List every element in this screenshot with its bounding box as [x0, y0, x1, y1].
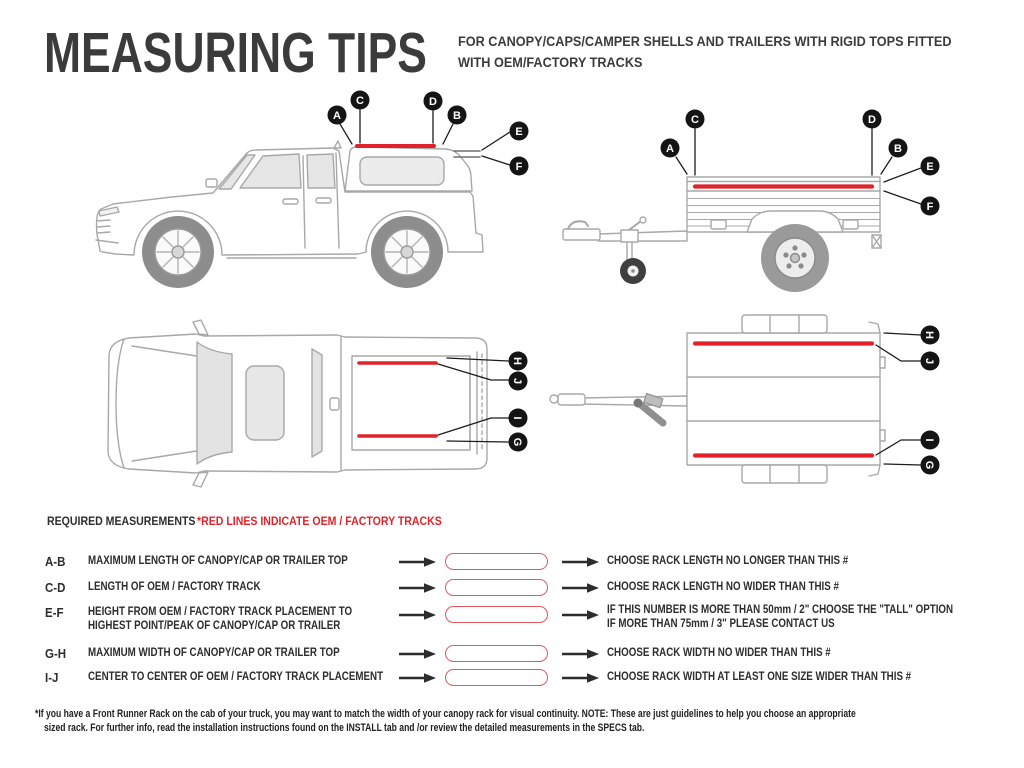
row-ef-id: E-F [45, 606, 64, 620]
measure-label-e [510, 122, 529, 141]
arrow-right-icon [398, 609, 436, 621]
box-latch-right [843, 220, 858, 229]
label-letter: H [511, 357, 523, 365]
row-cd-measurement-field [445, 579, 548, 596]
rear-door-handle [316, 198, 331, 203]
side-tab-upper [880, 357, 885, 368]
windshield-top [197, 342, 232, 464]
measure-label-c [351, 91, 370, 110]
label-letter: A [333, 110, 341, 122]
row-ij-id: I-J [45, 671, 59, 685]
label-letter: J [923, 357, 935, 365]
row-ab-description: MAXIMUM LENGTH OF CANOPY/CAP OR TRAILER TOP [88, 555, 348, 567]
label-letter: D [868, 114, 876, 126]
label-letter: J [511, 377, 523, 385]
hitch-coupler-top [558, 394, 585, 405]
side-tab-lower [880, 430, 885, 441]
arrow-right-icon [398, 672, 436, 684]
measure-label-a [661, 139, 680, 158]
label-letter: A [666, 143, 674, 155]
roof-antenna [334, 141, 341, 148]
truck-side-diagram [96, 91, 529, 289]
label-letter: D [429, 96, 437, 108]
measure-label-d [424, 92, 443, 111]
measure-label-d [863, 110, 882, 129]
measure-label-b [448, 106, 467, 125]
label-letter: B [894, 143, 902, 155]
arrow-right-icon [398, 556, 436, 568]
measure-label-a [328, 106, 347, 125]
label-letter: I [511, 416, 523, 420]
row-ef-description-line1: HEIGHT FROM OEM / FACTORY TRACK PLACEMENT TO [88, 606, 353, 618]
label-letter: H [923, 331, 935, 339]
row-gh-measurement-field [445, 645, 548, 662]
footnote-line-1: *If you have a Front Runner Rack on the cab of your truck, you may want to match the width of your canopy rack for visual continuity. NOTE: These are just guidelines to help you choose an appropriate [35, 708, 856, 720]
label-letter: G [511, 437, 523, 447]
required-measurements-heading: REQUIRED MEASUREMENTS [47, 514, 196, 528]
label-leader-lines [876, 333, 921, 465]
label-letter: C [691, 114, 699, 126]
label-letter: F [515, 161, 523, 173]
label-letter: G [923, 460, 935, 470]
trailer-top-diagram [550, 315, 940, 483]
row-ab-guidance: CHOOSE RACK LENGTH NO LONGER THAN THIS # [607, 555, 849, 567]
left-mirror-top [193, 320, 208, 335]
rear-window-top [312, 349, 322, 457]
row-ef-guidance-line2: IF MORE THAN 75mm / 3" PLEASE CONTACT US [607, 617, 835, 630]
measure-label-j [921, 352, 940, 371]
right-mirror-top [193, 472, 208, 487]
rear-wheel [371, 216, 443, 288]
trailer-wheel [761, 224, 829, 292]
measure-label-c [686, 110, 705, 129]
arrow-right-icon [561, 582, 599, 594]
trailer-drawbar [598, 231, 687, 241]
row-ef-guidance [607, 604, 953, 631]
row-ab-id: A-B [45, 555, 66, 569]
subtitle-line-1: FOR CANOPY/CAPS/CAMPER SHELLS AND TRAILERS WITH RIGID TOPS FITTED [458, 34, 952, 49]
measure-label-i [509, 409, 528, 428]
arrow-right-icon [561, 672, 599, 684]
row-cd-guidance: CHOOSE RACK LENGTH NO WIDER THAN THIS # [607, 581, 839, 593]
measure-label-e [921, 157, 940, 176]
label-letter: B [453, 110, 461, 122]
measure-label-h [921, 326, 940, 345]
row-ef-description [88, 606, 352, 633]
trailer-side-diagram [563, 110, 940, 293]
label-letter: C [356, 95, 364, 107]
side-mirror [206, 179, 217, 187]
rear-door-window [307, 154, 335, 188]
row-cd-description: LENGTH OF OEM / FACTORY TRACK [88, 581, 261, 593]
hitch-coupler [563, 229, 600, 240]
footnote-line-2: sized rack. For further info, read the installation instructions found on the INSTALL tab and /or review the detailed measurements in the SPECS tab. [44, 722, 645, 734]
label-letter: E [515, 126, 523, 138]
coupler-handle [568, 221, 588, 229]
row-ef-guidance-line1: IF THIS NUMBER IS MORE THAN 50mm / 2" CHOOSE THE "TALL" OPTION [607, 604, 954, 616]
row-ij-guidance: CHOOSE RACK WIDTH AT LEAST ONE SIZE WIDER THAN THIS # [607, 671, 912, 683]
label-letter: I [923, 438, 935, 442]
measure-label-g [921, 456, 940, 475]
label-letter: E [926, 161, 934, 173]
sunroof [246, 366, 284, 440]
row-ef-measurement-field [445, 606, 548, 623]
row-gh-guidance: CHOOSE RACK WIDTH NO WIDER THAN THIS # [607, 647, 831, 659]
measure-label-f [921, 197, 940, 216]
arrow-right-icon [561, 609, 599, 621]
front-door-handle [283, 199, 298, 204]
truck-top-diagram [108, 320, 528, 487]
top-fender [742, 315, 827, 333]
measure-label-b [889, 139, 908, 158]
canopy-window [360, 157, 444, 185]
hitch-ball [550, 395, 558, 403]
measure-label-f [510, 157, 529, 176]
label-letter: F [926, 201, 934, 213]
page-title: MEASURING TIPS [44, 21, 427, 85]
bottom-fender [742, 465, 827, 483]
measure-label-h [509, 352, 528, 371]
measure-label-j [509, 372, 528, 391]
row-ab-measurement-field [445, 553, 548, 570]
box-latch-left [711, 220, 726, 229]
rear-jack-stand [872, 235, 881, 248]
measure-label-g [509, 433, 528, 452]
row-ij-measurement-field [445, 669, 548, 686]
measure-label-i [921, 431, 940, 450]
trailer-box-top [687, 333, 880, 465]
row-gh-id: G-H [45, 647, 67, 661]
red-lines-note: *RED LINES INDICATE OEM / FACTORY TRACKS [197, 514, 442, 528]
third-brake-light [330, 398, 339, 410]
row-gh-description: MAXIMUM WIDTH OF CANOPY/CAP OR TRAILER TOP [88, 647, 340, 659]
front-wheel [142, 216, 214, 288]
arrow-right-icon [561, 648, 599, 660]
row-cd-id: C-D [45, 581, 66, 595]
row-ef-description-line2: HIGHEST POINT/PEAK OF CANOPY/CAP OR TRAILER [88, 619, 341, 632]
subtitle-line-2: WITH OEM/FACTORY TRACKS [458, 55, 643, 70]
row-ij-description: CENTER TO CENTER OF OEM / FACTORY TRACK PLACEMENT [88, 671, 384, 683]
arrow-right-icon [561, 556, 599, 568]
jockey-wheel [620, 217, 646, 284]
arrow-right-icon [398, 648, 436, 660]
arrow-right-icon [398, 582, 436, 594]
